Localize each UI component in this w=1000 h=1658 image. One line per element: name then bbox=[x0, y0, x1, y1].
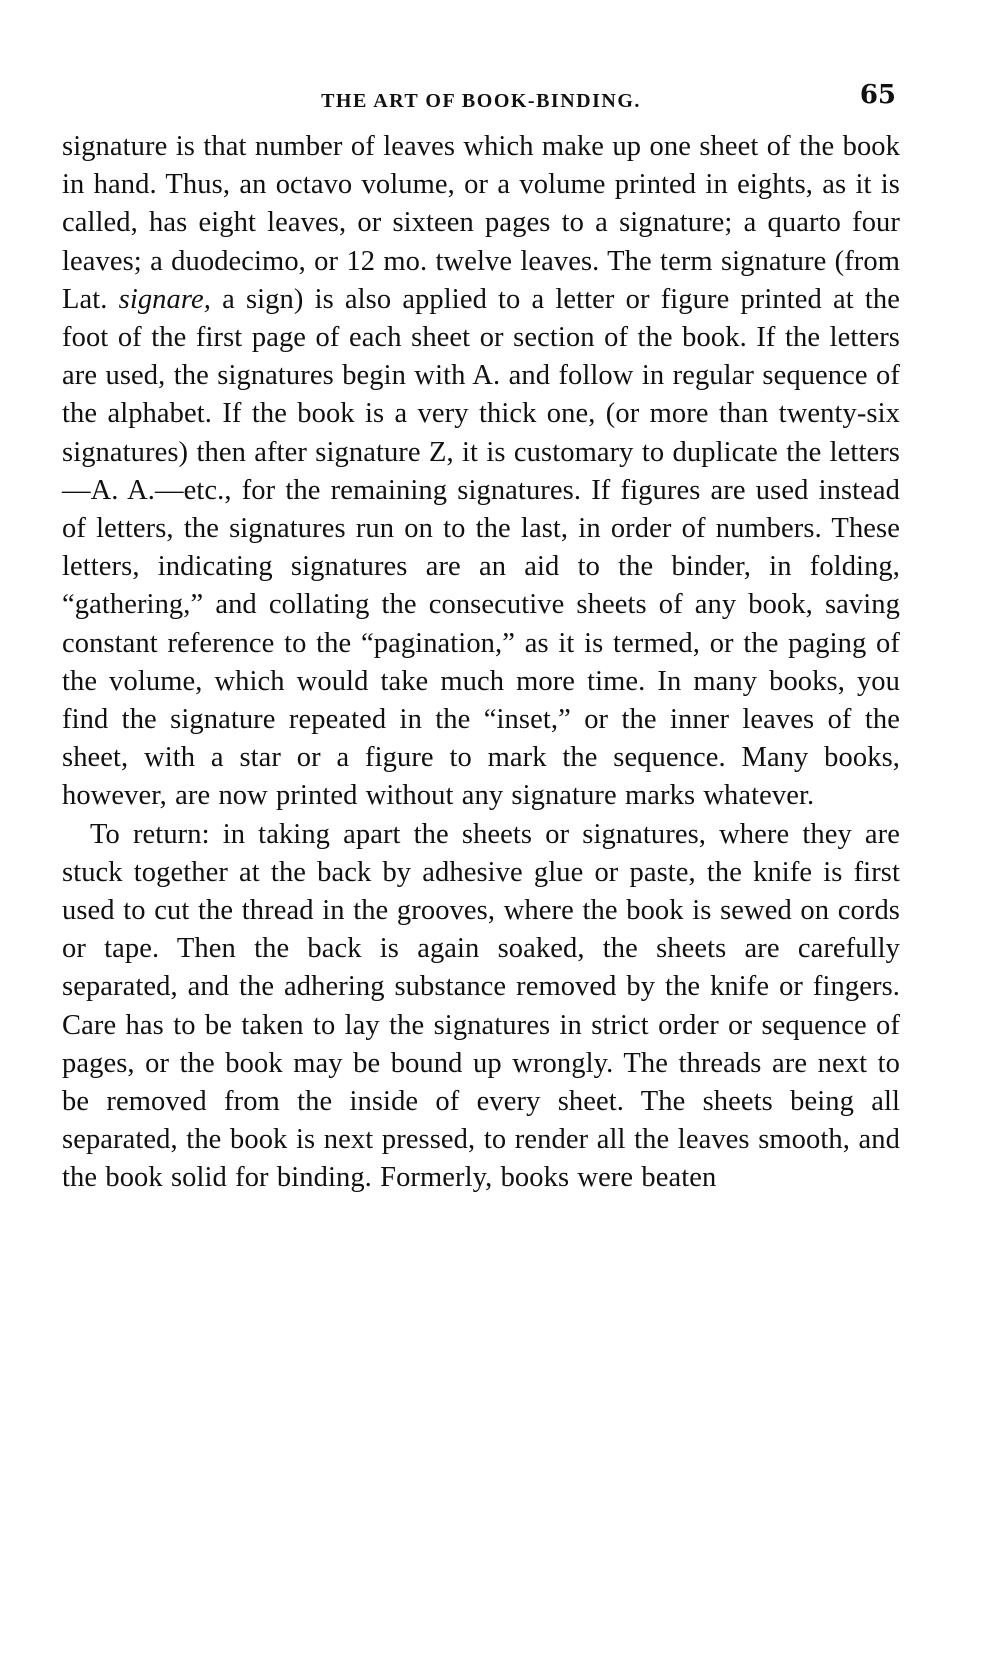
running-title: THE ART OF BOOK-BINDING. bbox=[321, 90, 641, 112]
paragraph-signatures bbox=[62, 128, 900, 816]
text-segment: signature is that number of leaves which make up one sheet of the book in hand. Thus, an octavo volume, or a volume printed in eights, as it is called, has eight leaves, or sixteen pages to a signature; a quarto four leaves; a duodecimo, or 12 mo. twelve leaves. The term signature (from Lat. bbox=[62, 131, 900, 315]
text-segment: a sign) is also applied to a letter or figure printed at the foot of the first page of each sheet or section of the book. If the letters are used, the signatures begin with A. and follow in regular sequence of the alphabet. If the book is a very thick one, (or more than twenty-six signatures) then after signature Z, it is customary to duplicate the letters—A. A.—etc., for the remaining signatures. If figures are used instead of letters, the signatures run on to the last, in order of numbers. These letters, indicating signatures are an aid to the binder, in folding, “gathering,” and collating the consecutive sheets of any book, saving constant reference to the “pagination,” as it is termed, or the paging of the volume, which would take much more time. In many books, you find the signature repeated in the “inset,” or the inner leaves of the sheet, with a star or a figure to mark the sequence. Many books, however, are now printed without any signature marks whatever. bbox=[62, 283, 900, 812]
book-page bbox=[62, 70, 900, 1610]
running-header bbox=[62, 70, 900, 110]
page-number: 65 bbox=[859, 80, 896, 110]
body-text bbox=[62, 128, 900, 1198]
paragraph-taking-apart: To return: in taking apart the sheets or signatures, where they are stuck together at the back by adhesive glue or paste, the knife is first used to cut the thread in the grooves, where the book is sewed on cords or tape. Then the back is again soaked, the sheets are carefully separated, and the adhering substance removed by the knife or fingers. Care has to be taken to lay the signatures in strict order or sequence of pages, or the book may be bound up wrongly. The threads are next to be removed from the inside of every sheet. The sheets being all separated, the book is next pressed, to render all the leaves smooth, and the book solid for binding. Formerly, books were beaten bbox=[62, 818, 900, 1194]
latin-term-signare: signare, bbox=[118, 283, 211, 315]
